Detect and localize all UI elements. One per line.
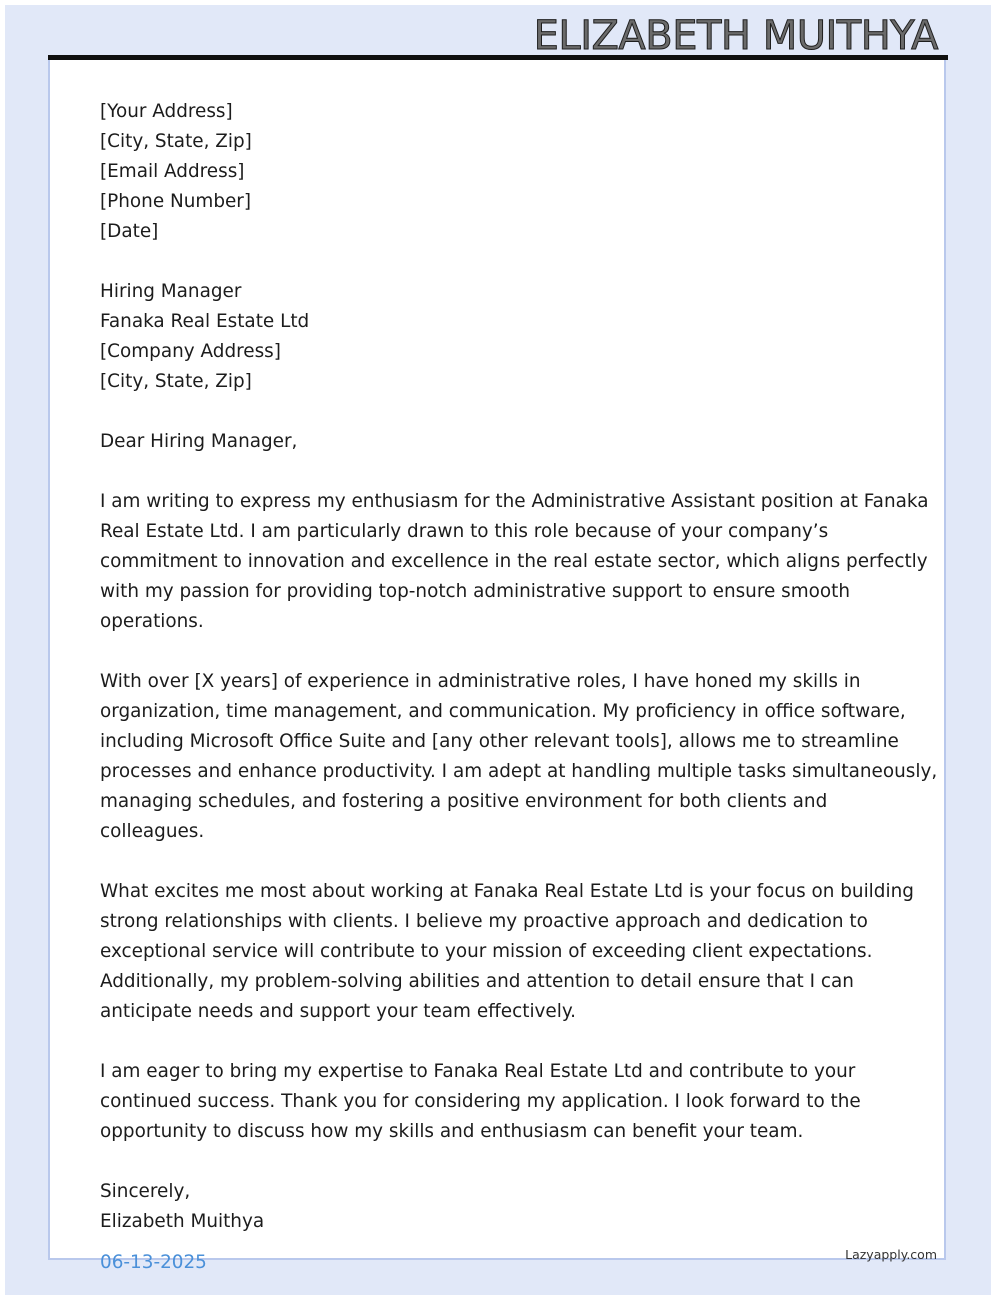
paragraph-line: continued success. Thank you for considering my application. I look forward to the	[100, 1091, 861, 1112]
paragraph-line: I am eager to bring my expertise to Fanaka Real Estate Ltd and contribute to your	[100, 1061, 856, 1082]
recipient-title: Hiring Manager	[100, 281, 242, 302]
paragraph-line: including Microsoft Office Suite and [any other relevant tools], allows me to streamline	[100, 731, 899, 752]
body-paragraph-2	[100, 667, 938, 847]
paragraph-line: Additionally, my problem-solving abilities and attention to detail ensure that I can	[100, 971, 854, 992]
sender-block	[100, 97, 900, 247]
valediction: Sincerely,	[100, 1181, 191, 1202]
paragraph-line: with my passion for providing top-notch administrative support to ensure smooth	[100, 581, 851, 602]
signature-name: Elizabeth Muithya	[100, 1211, 265, 1232]
recipient-block	[100, 277, 900, 397]
paragraph-line: anticipate needs and support your team effectively.	[100, 1001, 576, 1022]
cover-letter-body	[100, 97, 938, 1237]
recipient-city-state-zip: [City, State, Zip]	[100, 371, 252, 392]
paragraph-line: opportunity to discuss how my skills and enthusiasm can benefit your team.	[100, 1121, 804, 1142]
paragraph-line: processes and enhance productivity. I am adept at handling multiple tasks simultaneously,	[100, 761, 938, 782]
paragraph-line: What excites me most about working at Fanaka Real Estate Ltd is your focus on building	[100, 881, 914, 902]
paragraph-line: Real Estate Ltd. I am particularly drawn to this role because of your company’s	[100, 521, 829, 542]
sender-email: [Email Address]	[100, 161, 245, 182]
sender-address: [Your Address]	[100, 101, 233, 122]
paragraph-line: With over [X years] of experience in administrative roles, I have honed my skills in	[100, 671, 861, 692]
paragraph-line: strong relationships with clients. I believe my proactive approach and dedication to	[100, 911, 868, 932]
sender-city-state-zip: [City, State, Zip]	[100, 131, 252, 152]
paragraph-line: operations.	[100, 611, 204, 632]
sender-phone: [Phone Number]	[100, 191, 252, 212]
paragraph-line: exceptional service will contribute to your mission of exceeding client expectations.	[100, 941, 873, 962]
paragraph-line: I am writing to express my enthusiasm for the Administrative Assistant position at Fanaka	[100, 491, 929, 512]
paragraph-line: commitment to innovation and excellence in the real estate sector, which aligns perfectly	[100, 551, 928, 572]
applicant-name-heading: ELIZABETH MUITHYA	[533, 13, 938, 59]
body-paragraph-1	[100, 487, 929, 637]
paragraph-line: organization, time management, and communication. My proficiency in office software,	[100, 701, 906, 722]
footer-date: 06-13-2025	[100, 1252, 207, 1273]
salutation: Dear Hiring Manager,	[100, 431, 298, 452]
paragraph-line: managing schedules, and fostering a positive environment for both clients and	[100, 791, 828, 812]
recipient-company: Fanaka Real Estate Ltd	[100, 311, 310, 332]
body-paragraph-3	[100, 877, 914, 1027]
sender-date: [Date]	[100, 221, 159, 242]
paragraph-line: colleagues.	[100, 821, 205, 842]
body-paragraph-4	[100, 1057, 900, 1147]
recipient-address: [Company Address]	[100, 341, 281, 362]
lazyapply-watermark: Lazyapply.com	[845, 1247, 937, 1262]
closing-block	[100, 1177, 900, 1237]
